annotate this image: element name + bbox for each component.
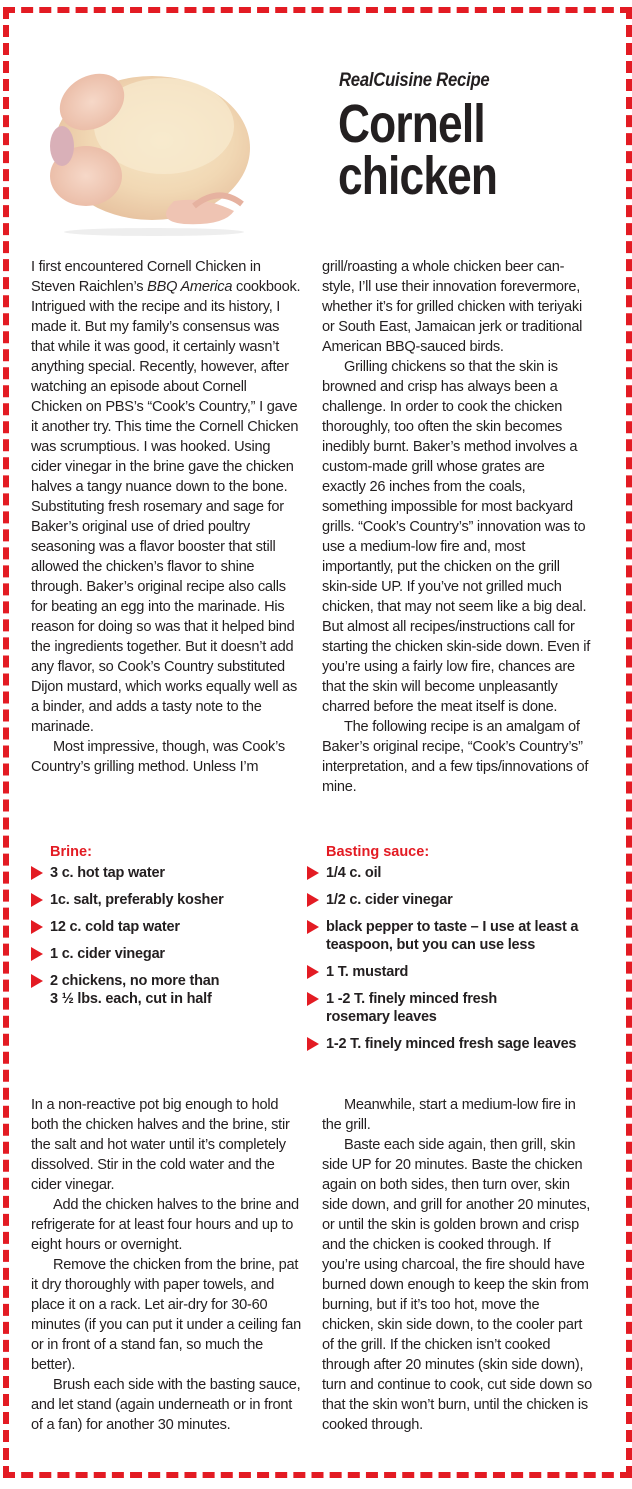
bullet-triangle-icon bbox=[307, 893, 319, 907]
book-title: BBQ America bbox=[147, 279, 233, 295]
bullet-triangle-icon bbox=[31, 974, 43, 988]
intro-paragraph: The following recipe is an amalgam of Baker’s original recipe, “Cook’s Country’s” interpretation, and a few tips/innovations of mine. bbox=[322, 719, 589, 795]
basting-title: Basting sauce: bbox=[326, 844, 430, 860]
ingredient-text: 2 chickens, no more than 3 ½ lbs. each, cut in half bbox=[50, 973, 220, 1007]
title-line-1: Cornell bbox=[338, 94, 485, 154]
method-paragraph: Brush each side with the basting sauce, and let stand (again underneath or in front of a fan) for another 30 minutes. bbox=[31, 1377, 301, 1433]
intro-left-column bbox=[31, 257, 301, 777]
intro-right-column bbox=[322, 257, 592, 797]
ingredient-item bbox=[31, 972, 225, 1008]
ingredient-item bbox=[307, 963, 607, 981]
ingredient-item bbox=[31, 891, 301, 909]
ingredient-item bbox=[31, 945, 301, 963]
ingredient-text: 1 T. mustard bbox=[326, 964, 409, 980]
page-title bbox=[338, 94, 498, 206]
bullet-triangle-icon bbox=[307, 992, 319, 1006]
method-right-column bbox=[322, 1095, 592, 1435]
intro-text: I first encountered Cornell Chicken in Steven Raichlen’s bbox=[31, 259, 261, 295]
method-left-column bbox=[31, 1095, 301, 1435]
title-line-2: chicken bbox=[338, 146, 498, 206]
method-paragraph: Add the chicken halves to the brine and refrigerate for at least four hours and up to eight hours or overnight. bbox=[31, 1197, 299, 1253]
method-paragraph: Meanwhile, start a medium-low fire in the grill. bbox=[322, 1097, 576, 1133]
ingredient-text: 3 c. hot tap water bbox=[50, 865, 165, 881]
ingredient-item bbox=[307, 1035, 607, 1053]
ingredient-text: 1 -2 T. finely minced fresh rosemary leaves bbox=[326, 991, 498, 1025]
bullet-triangle-icon bbox=[307, 965, 319, 979]
ingredient-text: 12 c. cold tap water bbox=[50, 919, 180, 935]
ingredient-item bbox=[31, 918, 301, 936]
bullet-triangle-icon bbox=[307, 1037, 319, 1051]
bullet-triangle-icon bbox=[31, 893, 43, 907]
method-paragraph: Remove the chicken from the brine, pat it dry thoroughly with paper towels, and place it on a rack. Let air-dry for 30-60 minutes (if you can put it under a ceiling fan or in front of a stand fan, so much the better). bbox=[31, 1257, 301, 1373]
ingredient-item bbox=[307, 864, 607, 882]
intro-paragraph: Most impressive, though, was Cook’s Country’s grilling method. Unless I’m bbox=[31, 739, 285, 775]
bullet-triangle-icon bbox=[31, 947, 43, 961]
bullet-triangle-icon bbox=[31, 866, 43, 880]
bullet-triangle-icon bbox=[307, 866, 319, 880]
section-kicker: RealCuisine Recipe bbox=[339, 70, 490, 91]
intro-paragraph bbox=[31, 257, 301, 737]
method-paragraph: Baste each side again, then grill, skin side UP for 20 minutes. Baste the chicken again on both sides, then turn over, skin side down, and grill for another 20 minutes, or until the skin is golden brown and crisp and the chicken is cooked through. If you’re using charcoal, the fire should have burned down enough to keep the skin from burning, but if it’s too hot, move the chicken, skin side down, to the cooler part of the grill. If the chicken isn’t cooked through after 20 minutes (skin side down), turn and continue to cook, cut side down so that the skin won’t burn, until the chicken is cooked through. bbox=[322, 1137, 592, 1433]
ingredient-text: 1c. salt, preferably kosher bbox=[50, 892, 224, 908]
brine-ingredients bbox=[31, 844, 301, 1017]
intro-text: cookbook. Intrigued with the recipe and its history, I made it. But my family’s consensus was that while it was good, it certainly wasn’t anything special. Recently, however, after watching an episode about Cornell Chicken on PBS’s “Cook’s Country,” I gave it another try. This time the Cornell Chicken was scrumptious. I was hooked. Using cider vinegar in the brine gave the chicken halves a tangy nuance down to the bone. Substituting fresh rosemary and sage for Baker’s original use of dried poultry seasoning was a flavor booster that still allowed the chicken’s flavor to shine through. Baker’s original recipe also calls for beating an egg into the marinade. His reason for doing so was that it helped bind the ingredients together. But it doesn’t add any flavor, so Cook’s Country substituted Dijon mustard, which works equally well as a binder, and adds a tasty note to the marinade. bbox=[31, 279, 301, 735]
bullet-triangle-icon bbox=[307, 920, 319, 934]
brine-title: Brine: bbox=[50, 844, 92, 860]
ingredient-text: 1 c. cider vinegar bbox=[50, 946, 165, 962]
ingredient-text: 1/4 c. oil bbox=[326, 865, 382, 881]
ingredient-item bbox=[307, 990, 516, 1026]
basting-ingredients bbox=[307, 844, 607, 1062]
intro-paragraph: grill/roasting a whole chicken beer can-style, I’ll use their innovation forevermore, whether it’s for grilled chicken with teriyaki or South East, Jamaican jerk or traditional American BBQ-sauced birds. bbox=[322, 259, 583, 355]
ingredient-text: 1-2 T. finely minced fresh sage leaves bbox=[326, 1036, 577, 1052]
ingredient-item bbox=[31, 864, 301, 882]
ingredient-item bbox=[307, 891, 607, 909]
ingredient-text: black pepper to taste – I use at least a teaspoon, but you can use less bbox=[326, 919, 579, 953]
ingredient-text: 1/2 c. cider vinegar bbox=[326, 892, 453, 908]
intro-paragraph: Grilling chickens so that the skin is browned and crisp has always been a challenge. In order to cook the chicken thoroughly, too often the skin becomes inedibly burnt. Baker’s method involves a custom-made grill whose grates are exactly 26 inches from the coals, something impossible for most backyard grills. “Cook’s Country’s” innovation was to use a medium-low fire and, most importantly, put the chicken on the grill skin-side UP. If you’ve not grilled much chicken, that may not seem like a big deal. But almost all recipes/instructions call for starting the chicken skin-side down. Even if you’re using a fairly low fire, chances are that the skin will become unpleasantly charred before the meat itself is done. bbox=[322, 359, 591, 715]
method-paragraph: In a non-reactive pot big enough to hold both the chicken halves and the brine, stir the salt and hot water until it’s completely dissolved. Stir in the cold water and the cider vinegar. bbox=[31, 1097, 290, 1193]
chicken-photo bbox=[34, 36, 260, 236]
bullet-triangle-icon bbox=[31, 920, 43, 934]
ingredient-item bbox=[307, 918, 588, 954]
